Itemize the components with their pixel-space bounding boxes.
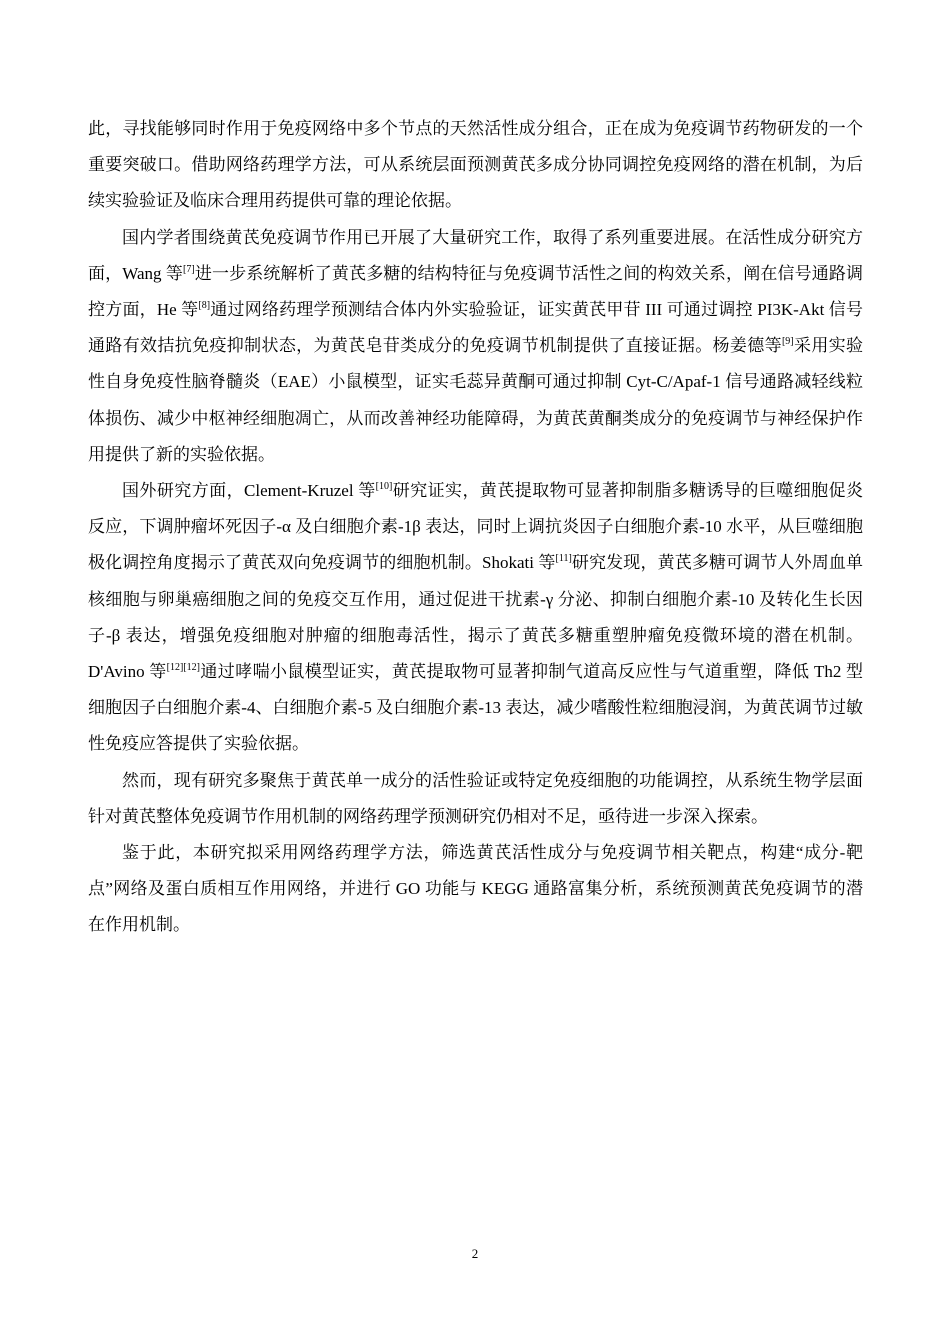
text-line: [241, 445, 275, 464]
text-run: 扰素-γ 分泌、抑制白细胞介素-10 及转化生长因子-β 表达，增强免疫细胞对肿瘤的细胞毒活: [88, 589, 863, 645]
text-run: 究发现，黄芪多糖可调节人外周血单核细胞与卵巢癌细胞之间的免疫交互作用，通过促进干: [88, 553, 864, 609]
text-run: 成分研究方面，Wang 等: [88, 227, 863, 283]
text-run: 然而，现有研究多聚焦于黄芪单一成分的活性验证或特定免疫细胞的功能调控，从系统: [122, 770, 778, 790]
text-line: [122, 228, 777, 247]
text-run: 据。: [241, 444, 275, 464]
page-number: 2: [471, 1246, 479, 1261]
text-run: 从而改善神经功能障碍，为黄芪黄酮类成分的免疫调节与神经保护作用提供了新的实验依: [88, 408, 864, 464]
text-run: 实，黄芪提取物可显著抑制气道高反应性与气道重塑，降低 Th2 型细胞因子白细胞介素-4、: [88, 662, 864, 718]
text-line: [88, 119, 777, 138]
text-run: 细胞促炎反应，下调肿瘤坏死因子-α 及白细胞介素-1β 表达，同时上调抗炎因子白细胞介: [88, 481, 864, 537]
text-run: 通过网络药理学预测结合体内外实验验证，证实黄芪: [210, 300, 607, 320]
text-run: 鉴于此，本研究拟采用网络药理学方法，筛选黄芪活性成分与免疫调节相关靶点，构建: [122, 843, 796, 863]
text-run: 研: [571, 553, 590, 573]
text-run: 关系，阐在信号通路调控方面，He 等: [88, 263, 864, 320]
text-run: 此，寻找能够同时作用于免疫网络中多个节点的天然活性成分组合，正在成为免疫调节药物: [88, 119, 778, 138]
text-run: 通过哮喘小鼠模型证: [199, 662, 357, 682]
paragraph-p3: [88, 473, 863, 763]
paragraph-p4: [88, 763, 863, 835]
text-run: 素-10 水平，从巨噬细胞极化调控角度揭示了黄芪双向免疫调节的细胞机制。Shokati 等: [88, 517, 863, 573]
text-line: [683, 807, 768, 826]
citation-ref: [10]: [375, 481, 393, 493]
document-body: [88, 111, 863, 944]
text-run: 测黄芪免疫调节的潜在作用机制。: [88, 879, 863, 935]
text-run: 研发的一个重要突破口。借助网络药理学方法，可从系统层面预测黄芪多成分协同调控免疫: [88, 119, 864, 175]
text-run: 采用实验性自身免疫性脑脊髓炎（EAE）小鼠模型，证: [88, 336, 864, 392]
citation-ref: [12][12]: [166, 662, 200, 674]
text-run: 白细胞介素-5 及白细胞介素-13 表达，减少嗜酸性粒细胞浸润，为黄芪调节过敏性免疫应答提: [88, 698, 863, 754]
text-line: [122, 771, 777, 790]
text-run: “成分-靶点”网络及蛋白质相互作用网络，并进行 GO 功能与 KEGG 通路富集分析，系统预: [88, 843, 863, 899]
text-run: 国外研究方面，Clement-Kruzel 等: [122, 481, 376, 501]
text-run: 节机制提供了直接证据。杨姜德等: [521, 336, 782, 356]
paragraph-p1: [88, 111, 863, 220]
paragraph-p2: [88, 220, 863, 473]
text-run: 国内学者围绕黄芪免疫调节作用已开展了大量研究工作，取得了系列重要进展。在活性: [122, 227, 778, 247]
citation-ref: [7]: [183, 263, 195, 275]
text-line: [122, 843, 796, 862]
text-line: [122, 481, 794, 500]
text-run: 网络的潜在机制，为后续实验验证及临床合理用药提供可靠的理论依据。: [88, 155, 863, 211]
paragraph-p5: [88, 835, 863, 944]
citation-ref: [9]: [781, 336, 794, 348]
text-run: 供了实验依据。: [190, 734, 309, 754]
text-line: [190, 734, 309, 753]
citation-ref: [11]: [555, 553, 572, 565]
text-run: 研究证实，黄芪提取物可显著抑制脂多糖诱导的巨噬: [392, 481, 794, 501]
citation-ref: [8]: [198, 300, 211, 312]
text-run: 性，揭示了黄芪多糖重塑肿瘤免疫微环境的潜在机制。D'Avino 等: [88, 625, 864, 682]
text-run: 进一步系统解析了黄芪多糖的结构特征与免疫调节活性之间的构效: [194, 263, 692, 283]
text-run: 实毛蕊异黄酮可通过抑制 Cyt-C/Apaf-1 信号通路减轻线粒体损伤、减少中枢神经细胞凋亡，: [88, 372, 864, 428]
text-run: 深入探索。: [683, 806, 768, 826]
text-run: 生物学层面针对黄芪整体免疫调节作用机制的网络药理学预测研究仍相对不足，亟待进一步: [88, 770, 863, 826]
text-run: 甲苷 III 可通过调控 PI3K-Akt 信号通路有效拮抗免疫抑制状态，为黄芪皂苷类成分的免疫调: [88, 300, 863, 356]
